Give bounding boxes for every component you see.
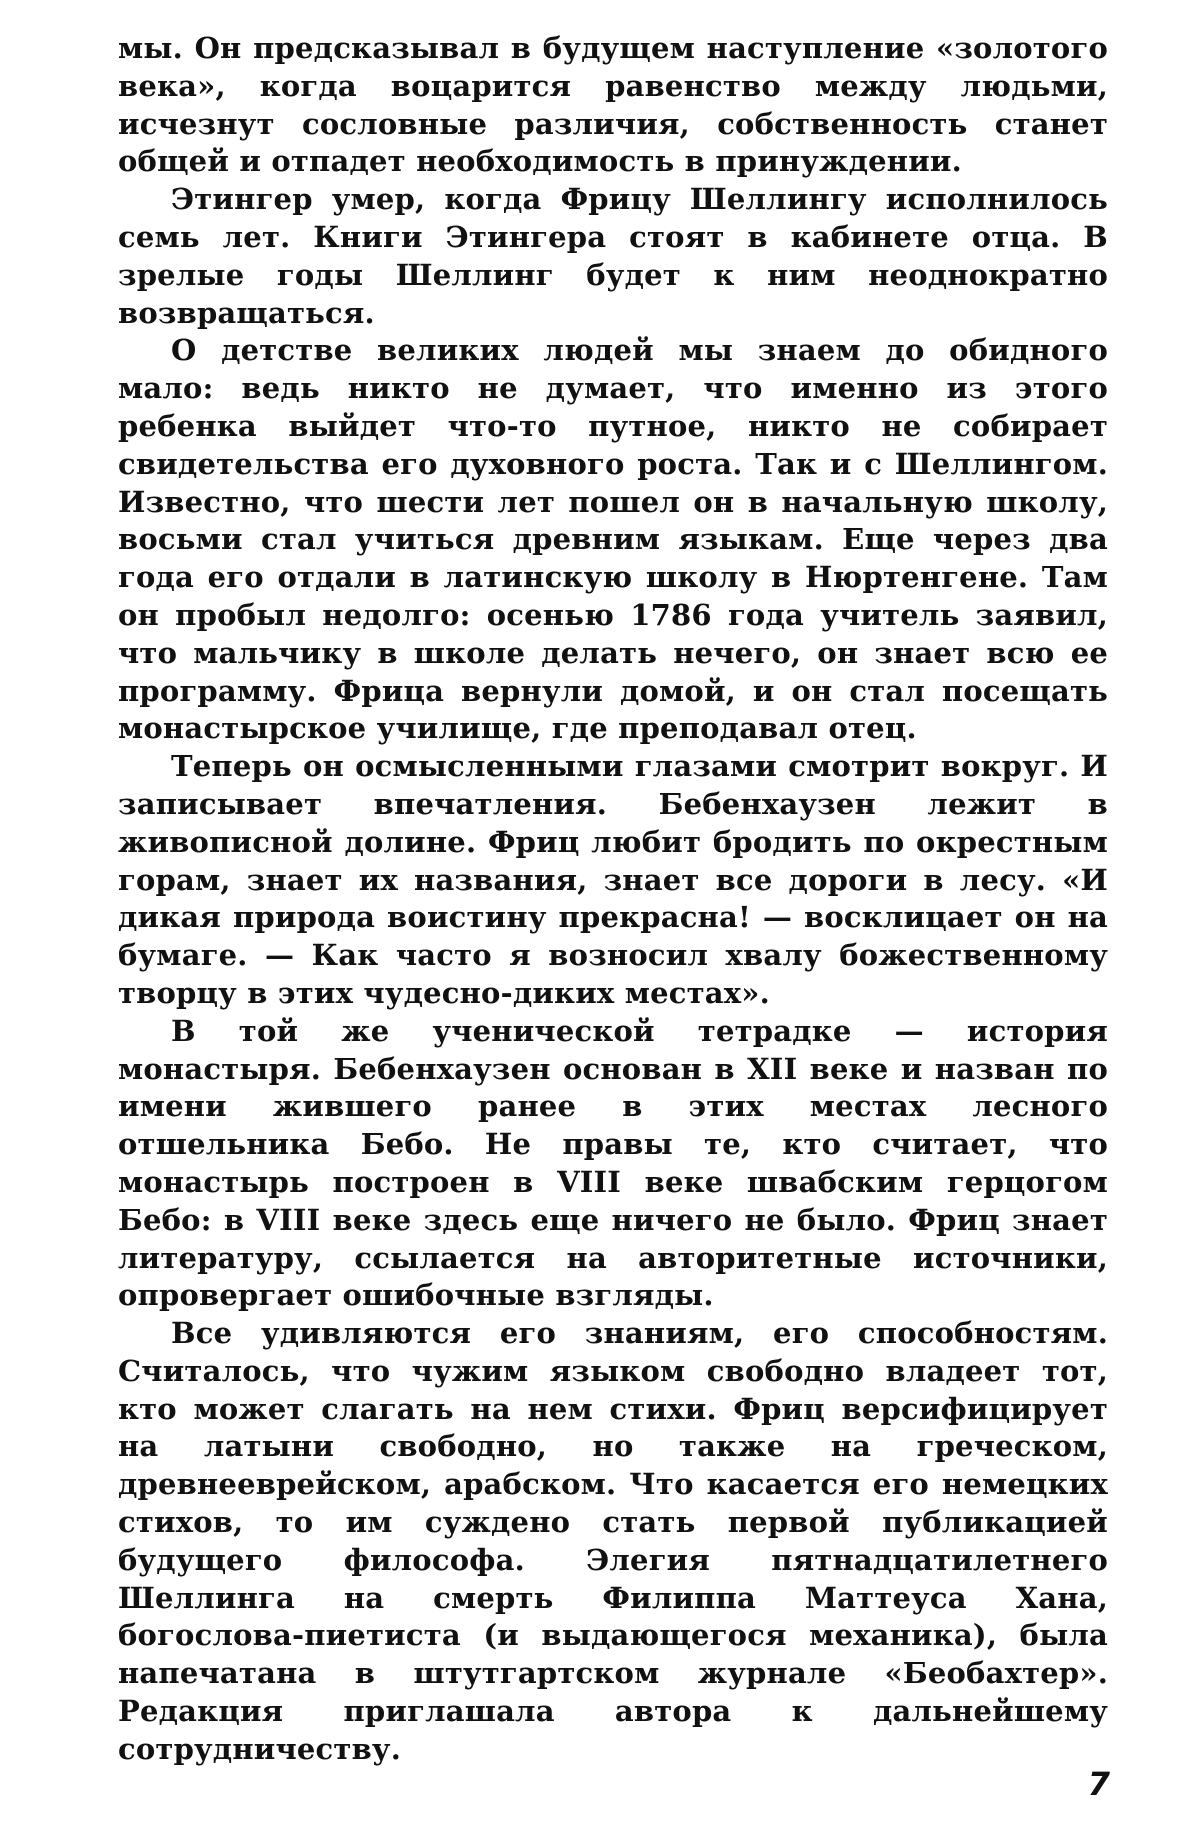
paragraph: Теперь он осмысленными глазами смотрит вокруг. И записывает впечатления. Бебенхаузен лежит в живописной долине. Фриц любит бродить по окрестным горам, знает их названия, знает все дороги в лесу. «И дикая природа воистину прекрасна! — восклицает он на бумаге. — Как часто я возносил хвалу божественному творцу в этих чудесно-диких местах». <box>118 749 1108 1010</box>
paragraph-continuation: мы. Он предсказывал в будущем наступление «золотого века», когда воцарится равенство между людьми, исчезнут сословные различия, собственность станет общей и отпадет необходимость в принуждении. <box>118 31 1108 179</box>
page-number: 7 <box>1087 1765 1110 1803</box>
paragraph: В той же ученической тетрадке — история монастыря. Бебенхаузен основан в XII веке и назван по имени жившего ранее в этих местах лесного отшельника Бебо. Не правы те, кто считает, что монастырь построен в VIII веке швабским герцогом Бебо: в VIII веке здесь еще ничего не было. Фриц знает литературу, ссылается на авторитетные источники, опровергает ошибочные взгляды. <box>118 1013 1108 1313</box>
paragraph: О детстве великих людей мы знаем до обидного мало: ведь никто не думает, что именно из этого ребенка выйдет что-то путное, никто не собирает свидетельства его духовного роста. Так и с Шеллингом. Известно, что шести лет пошел он в начальную школу, восьми стал учиться древним языкам. Еще через два года его отдали в латинскую школу в Нюртенгене. Там он пробыл недолго: осенью 1786 года учитель заявил, что мальчику в школе делать нечего, он знает всю ее программу. Фрица вернули домой, и он стал посещать монастырское училище, где преподавал отец. <box>118 333 1108 746</box>
page-body <box>118 30 1108 1769</box>
paragraph: Этингер умер, когда Фрицу Шеллингу исполнилось семь лет. Книги Этингера стоят в кабинете отца. В зрелые годы Шеллинг будет к ним неоднократно возвращаться. <box>118 182 1108 330</box>
paragraph: Все удивляются его знаниям, его способностям. Считалось, что чужим языком свободно владеет тот, кто может слагать на нем стихи. Фриц версифицирует на латыни свободно, но также на греческом, древнееврейском, арабском. Что касается его немецких стихов, то им суждено стать первой публикацией будущего философа. Элегия пятнадцатилетнего Шеллинга на смерть Филиппа Маттеуса Хана, богослова-пиетиста (и выдающегося механика), была напечатана в штутгартском журнале «Беобахтер». Редакция приглашала автора к дальнейшему сотрудничеству. <box>118 1316 1108 1766</box>
